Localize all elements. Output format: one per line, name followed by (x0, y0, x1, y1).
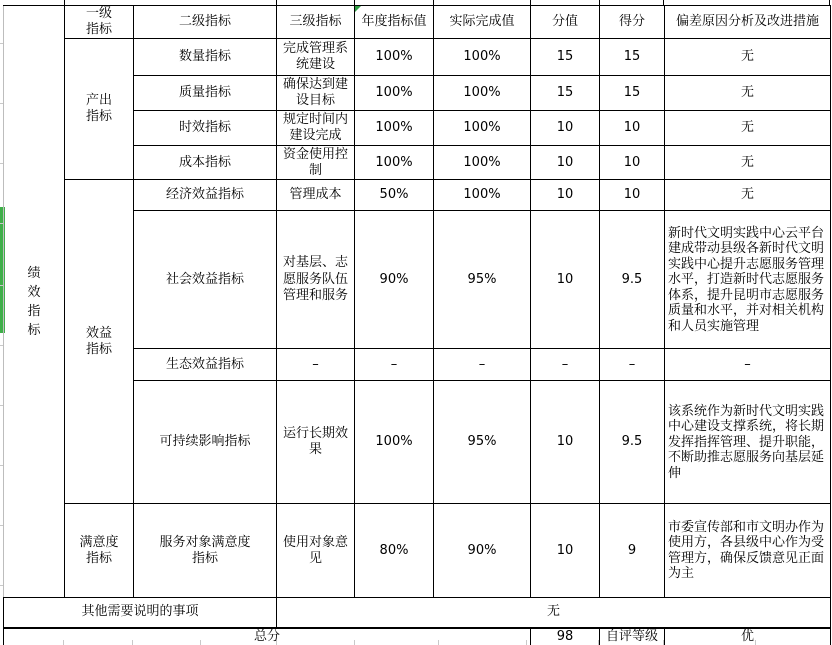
cell-actual-value[interactable]: 95% (434, 381, 531, 504)
cell-score[interactable]: 10 (531, 111, 600, 146)
cell-actual-value[interactable]: 100% (434, 111, 531, 146)
cell-grade-value[interactable]: 优 (665, 628, 831, 645)
cell-earned[interactable]: 9.5 (600, 381, 665, 504)
cell-l3-indicator[interactable]: 确保达到建设目标 (277, 76, 355, 111)
cell-deviation[interactable]: 无 (665, 39, 831, 76)
cell-performance-indicators[interactable] (4, 6, 65, 598)
cell-annual-target[interactable]: 100% (355, 146, 434, 180)
cell-annual-target[interactable]: 90% (355, 211, 434, 349)
cell-score[interactable]: – (531, 349, 600, 381)
cell-deviation[interactable]: 市委宣传部和市文明办作为使用方，各县级中心作为受管理方，确保反馈意见正面为主 (665, 504, 831, 598)
header-annual-target[interactable]: 年度指标值 (355, 6, 434, 39)
cell-l3-indicator[interactable]: – (277, 349, 355, 381)
cell-score[interactable]: 10 (531, 211, 600, 349)
cell-deviation[interactable]: 无 (665, 111, 831, 146)
cell-earned[interactable]: 10 (600, 111, 665, 146)
cell-annual-target[interactable]: 100% (355, 111, 434, 146)
cell-deviation[interactable]: 无 (665, 76, 831, 111)
cell-actual-value[interactable]: 95% (434, 211, 531, 349)
cell-deviation[interactable]: 无 (665, 146, 831, 180)
cell-l2-indicator[interactable]: 成本指标 (134, 146, 277, 180)
cell-actual-value[interactable]: 100% (434, 39, 531, 76)
cell-l3-indicator[interactable]: 使用对象意见 (277, 504, 355, 598)
cell-annual-target[interactable]: 100% (355, 76, 434, 111)
cell-l2-indicator[interactable]: 可持续影响指标 (134, 381, 277, 504)
cell-l2-indicator[interactable]: 质量指标 (134, 76, 277, 111)
cell-earned[interactable]: – (600, 349, 665, 381)
cell-score[interactable]: 15 (531, 39, 600, 76)
cell-earned[interactable]: 15 (600, 76, 665, 111)
performance-indicators-label: 绩效指标 (27, 265, 41, 338)
cell-actual-value[interactable]: 100% (434, 180, 531, 211)
cell-earned[interactable]: 9.5 (600, 211, 665, 349)
cell-l3-indicator[interactable]: 规定时间内建设完成 (277, 111, 355, 146)
cell-actual-value[interactable]: 90% (434, 504, 531, 598)
cell-l3-indicator[interactable]: 对基层、志愿服务队伍管理和服务 (277, 211, 355, 349)
cell-annual-target[interactable]: 50% (355, 180, 434, 211)
cell-deviation[interactable]: 新时代文明实践中心云平台建成带动县级各新时代文明实践中心提升志愿服务管理水平，打造新时代志愿服务体系，提升昆明市志愿服务质量和水平，并对相关机构和人员实施管理 (665, 211, 831, 349)
header-score[interactable]: 分值 (531, 6, 600, 39)
cell-l3-indicator[interactable]: 管理成本 (277, 180, 355, 211)
cell-annual-target[interactable]: 80% (355, 504, 434, 598)
cell-l3-indicator[interactable]: 完成管理系统建设 (277, 39, 355, 76)
header-level3-indicator[interactable]: 三级指标 (277, 6, 355, 39)
cell-l2-indicator[interactable]: 服务对象满意度指标 (134, 504, 277, 598)
cell-l2-indicator[interactable]: 时效指标 (134, 111, 277, 146)
cell-group-output[interactable]: 产出指标 (65, 39, 134, 180)
header-level1-indicator[interactable]: 一级指标 (65, 6, 134, 39)
header-deviation-analysis[interactable]: 偏差原因分析及改进措施 (665, 6, 831, 39)
cell-actual-value[interactable]: – (434, 349, 531, 381)
performance-indicator-table (3, 5, 831, 645)
cell-total-label[interactable]: 总分 (4, 628, 531, 645)
cell-earned[interactable]: 15 (600, 39, 665, 76)
header-earned[interactable]: 得分 (600, 6, 665, 39)
cell-l2-indicator[interactable]: 经济效益指标 (134, 180, 277, 211)
cell-annual-target[interactable]: 100% (355, 39, 434, 76)
cell-total-score[interactable]: 98 (531, 628, 600, 645)
cell-l3-indicator[interactable]: 资金使用控制 (277, 146, 355, 180)
cell-deviation[interactable]: 该系统作为新时代文明实践中心建设支撑系统，将长期发挥指挥管理、提升职能，不断助推志愿服务向基层延伸 (665, 381, 831, 504)
cell-annual-target[interactable]: – (355, 349, 434, 381)
cell-annual-target[interactable]: 100% (355, 381, 434, 504)
cell-earned[interactable]: 10 (600, 180, 665, 211)
cell-l2-indicator[interactable]: 生态效益指标 (134, 349, 277, 381)
cell-other-notes-label[interactable]: 其他需要说明的事项 (4, 598, 277, 628)
cell-score[interactable]: 10 (531, 381, 600, 504)
cell-earned[interactable]: 10 (600, 146, 665, 180)
cell-score[interactable]: 10 (531, 504, 600, 598)
cell-other-notes-value[interactable]: 无 (277, 598, 831, 628)
cell-actual-value[interactable]: 100% (434, 146, 531, 180)
error-marker-icon (355, 6, 361, 12)
cell-deviation[interactable]: – (665, 349, 831, 381)
cell-group-satisfaction[interactable]: 满意度指标 (65, 504, 134, 598)
cell-actual-value[interactable]: 100% (434, 76, 531, 111)
cell-grade-label[interactable]: 自评等级 (600, 628, 665, 645)
cell-l2-indicator[interactable]: 社会效益指标 (134, 211, 277, 349)
cell-score[interactable]: 15 (531, 76, 600, 111)
cell-deviation[interactable]: 无 (665, 180, 831, 211)
cell-score[interactable]: 10 (531, 180, 600, 211)
header-level2-indicator[interactable]: 二级指标 (134, 6, 277, 39)
header-actual-value[interactable]: 实际完成值 (434, 6, 531, 39)
cell-earned[interactable]: 9 (600, 504, 665, 598)
cell-l2-indicator[interactable]: 数量指标 (134, 39, 277, 76)
cell-l3-indicator[interactable]: 运行长期效果 (277, 381, 355, 504)
cell-group-benefit[interactable]: 效益指标 (65, 180, 134, 504)
cell-score[interactable]: 10 (531, 146, 600, 180)
